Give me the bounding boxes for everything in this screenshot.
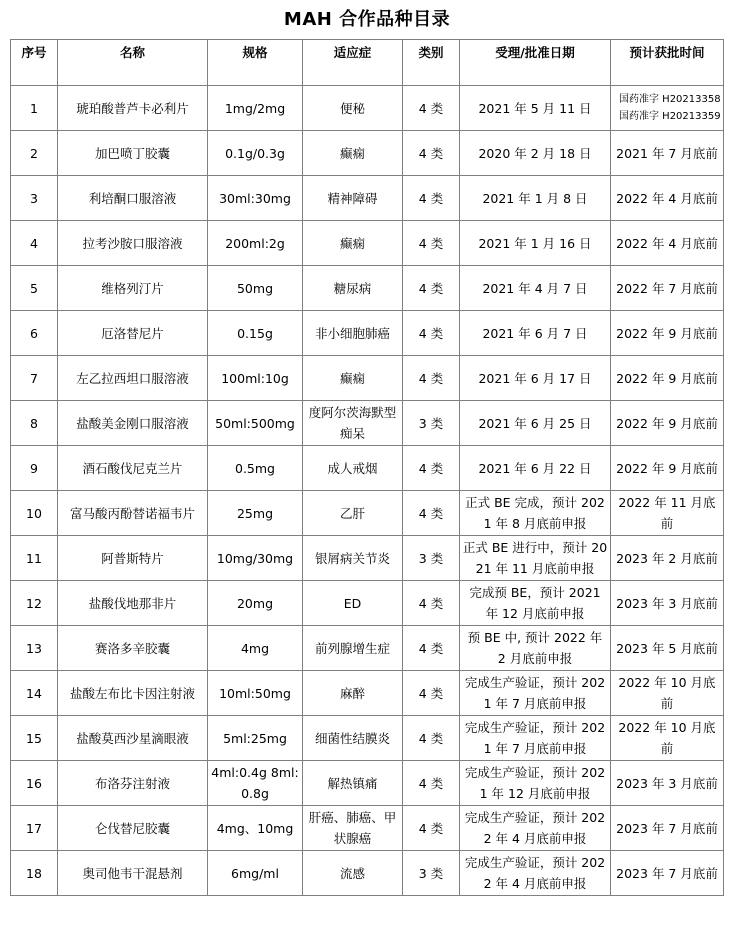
cell-category: 4 类 — [403, 266, 460, 311]
cell-expected: 2023 年 7 月底前 — [611, 851, 724, 896]
cell-date: 2021 年 6 月 25 日 — [460, 401, 611, 446]
cell-expected: 2022 年 7 月底前 — [611, 266, 724, 311]
cell-indication: ED — [303, 581, 403, 626]
cell-name: 盐酸伐地那非片 — [58, 581, 208, 626]
cell-name: 盐酸美金刚口服溶液 — [58, 401, 208, 446]
cell-name: 盐酸莫西沙星滴眼液 — [58, 716, 208, 761]
table-row — [11, 266, 724, 311]
cell-no: 4 — [11, 221, 58, 266]
cell-date: 2021 年 4 月 7 日 — [460, 266, 611, 311]
table-row — [11, 851, 724, 896]
cell-spec: 25mg — [208, 491, 303, 536]
cell-category: 4 类 — [403, 761, 460, 806]
table-row — [11, 221, 724, 266]
cell-no: 2 — [11, 131, 58, 176]
cell-expected: 2022 年 9 月底前 — [611, 401, 724, 446]
table-row — [11, 716, 724, 761]
cell-date: 2021 年 5 月 11 日 — [460, 86, 611, 131]
cell-category: 3 类 — [403, 536, 460, 581]
cell-expected: 2022 年 4 月底前 — [611, 221, 724, 266]
cell-no: 17 — [11, 806, 58, 851]
cell-spec: 4mg — [208, 626, 303, 671]
cell-category: 4 类 — [403, 86, 460, 131]
cell-category: 4 类 — [403, 581, 460, 626]
cell-expected: 2022 年 10 月底前 — [611, 671, 724, 716]
table-header-row — [11, 40, 724, 86]
table-row — [11, 401, 724, 446]
cell-indication: 精神障碍 — [303, 176, 403, 221]
cell-no: 7 — [11, 356, 58, 401]
table-row — [11, 131, 724, 176]
document-title: MAH 合作品种目录 — [283, 9, 451, 30]
table-row — [11, 86, 724, 131]
cell-name: 维格列汀片 — [58, 266, 208, 311]
table-row — [11, 536, 724, 581]
cell-spec: 10mg/30mg — [208, 536, 303, 581]
cell-indication: 银屑病关节炎 — [303, 536, 403, 581]
cell-category: 4 类 — [403, 131, 460, 176]
cell-indication: 便秘 — [303, 86, 403, 131]
cell-category: 3 类 — [403, 401, 460, 446]
cell-indication: 糖尿病 — [303, 266, 403, 311]
cell-expected: 2021 年 7 月底前 — [611, 131, 724, 176]
cell-name: 富马酸丙酚替诺福韦片 — [58, 491, 208, 536]
header-no: 序号 — [11, 40, 58, 86]
cell-category: 4 类 — [403, 626, 460, 671]
cell-indication: 非小细胞肺癌 — [303, 311, 403, 356]
cell-expected: 2023 年 5 月底前 — [611, 626, 724, 671]
cell-category: 4 类 — [403, 311, 460, 356]
cell-spec: 50mg — [208, 266, 303, 311]
header-date: 受理/批准日期 — [460, 40, 611, 86]
cell-category: 4 类 — [403, 806, 460, 851]
cell-date: 完成生产验证，预计 2021 年 12 月底前申报 — [460, 761, 611, 806]
header-spec: 规格 — [208, 40, 303, 86]
cell-indication: 成人戒烟 — [303, 446, 403, 491]
cell-date: 2021 年 1 月 8 日 — [460, 176, 611, 221]
cell-indication: 肝癌、肺癌、甲状腺癌 — [303, 806, 403, 851]
cell-name: 厄洛替尼片 — [58, 311, 208, 356]
cell-name: 赛洛多辛胶囊 — [58, 626, 208, 671]
cell-indication: 癫痫 — [303, 356, 403, 401]
cell-expected: 2022 年 9 月底前 — [611, 311, 724, 356]
cell-spec: 6mg/ml — [208, 851, 303, 896]
table-row — [11, 671, 724, 716]
cell-category: 4 类 — [403, 716, 460, 761]
cell-category: 4 类 — [403, 671, 460, 716]
cell-no: 18 — [11, 851, 58, 896]
cell-expected: 2022 年 9 月底前 — [611, 356, 724, 401]
cell-spec: 0.5mg — [208, 446, 303, 491]
cell-expected: 2023 年 3 月底前 — [611, 581, 724, 626]
cell-category: 4 类 — [403, 491, 460, 536]
cell-no: 5 — [11, 266, 58, 311]
cell-spec: 50ml:500mg — [208, 401, 303, 446]
cell-spec: 100ml:10g — [208, 356, 303, 401]
cell-spec: 30ml:30mg — [208, 176, 303, 221]
cell-name: 布洛芬注射液 — [58, 761, 208, 806]
cell-spec: 0.15g — [208, 311, 303, 356]
cell-no: 1 — [11, 86, 58, 131]
cell-indication: 度阿尔茨海默型痴呆 — [303, 401, 403, 446]
cell-spec: 4ml:0.4g 8ml:0.8g — [208, 761, 303, 806]
cell-name: 仑伐替尼胶囊 — [58, 806, 208, 851]
cell-name: 拉考沙胺口服溶液 — [58, 221, 208, 266]
cell-date: 2021 年 6 月 7 日 — [460, 311, 611, 356]
cell-category: 4 类 — [403, 176, 460, 221]
cell-no: 6 — [11, 311, 58, 356]
cell-expected: 2023 年 7 月底前 — [611, 806, 724, 851]
cell-date: 2021 年 6 月 17 日 — [460, 356, 611, 401]
cell-date: 预 BE 中, 预计 2022 年 2 月底前申报 — [460, 626, 611, 671]
cell-expected: 2023 年 2 月底前 — [611, 536, 724, 581]
approval-number: 国药准字 H20213359 — [619, 111, 721, 122]
cell-indication: 乙肝 — [303, 491, 403, 536]
cell-no: 10 — [11, 491, 58, 536]
cell-no: 8 — [11, 401, 58, 446]
cell-date: 完成生产验证，预计 2022 年 4 月底前申报 — [460, 851, 611, 896]
cell-expected: 2022 年 11 月底前 — [611, 491, 724, 536]
cell-no: 3 — [11, 176, 58, 221]
cell-no: 12 — [11, 581, 58, 626]
cell-indication: 癫痫 — [303, 221, 403, 266]
cell-spec: 4mg、10mg — [208, 806, 303, 851]
cell-spec: 0.1g/0.3g — [208, 131, 303, 176]
cell-name: 盐酸左布比卡因注射液 — [58, 671, 208, 716]
cell-name: 左乙拉西坦口服溶液 — [58, 356, 208, 401]
table-row — [11, 491, 724, 536]
table-row — [11, 311, 724, 356]
table-row — [11, 761, 724, 806]
cell-date: 完成生产验证，预计 2021 年 7 月底前申报 — [460, 671, 611, 716]
cell-name: 阿普斯特片 — [58, 536, 208, 581]
header-category: 类别 — [403, 40, 460, 86]
cell-category: 4 类 — [403, 356, 460, 401]
cell-name: 加巴喷丁胶囊 — [58, 131, 208, 176]
cell-category: 3 类 — [403, 851, 460, 896]
cell-name: 琥珀酸普芦卡必利片 — [58, 86, 208, 131]
table-row — [11, 626, 724, 671]
cell-indication: 解热镇痛 — [303, 761, 403, 806]
cell-no: 16 — [11, 761, 58, 806]
table-row — [11, 356, 724, 401]
cell-expected: 2022 年 9 月底前 — [611, 446, 724, 491]
cell-date: 2021 年 1 月 16 日 — [460, 221, 611, 266]
table-row — [11, 581, 724, 626]
cell-category: 4 类 — [403, 446, 460, 491]
cell-indication: 前列腺增生症 — [303, 626, 403, 671]
table-row — [11, 806, 724, 851]
cell-spec: 200ml:2g — [208, 221, 303, 266]
cell-expected: 2022 年 4 月底前 — [611, 176, 724, 221]
header-indication: 适应症 — [303, 40, 403, 86]
cell-indication: 麻醉 — [303, 671, 403, 716]
cell-expected: 2022 年 10 月底前 — [611, 716, 724, 761]
cell-date: 正式 BE 进行中，预计 2021 年 11 月底前申报 — [460, 536, 611, 581]
header-name: 名称 — [58, 40, 208, 86]
approval-number: 国药准字 H20213358 — [619, 94, 721, 105]
cell-expected — [611, 86, 724, 131]
cell-indication: 流感 — [303, 851, 403, 896]
cell-no: 9 — [11, 446, 58, 491]
cell-spec: 5ml:25mg — [208, 716, 303, 761]
cell-name: 利培酮口服溶液 — [58, 176, 208, 221]
cell-name: 奥司他韦干混悬剂 — [58, 851, 208, 896]
cell-date: 完成生产验证，预计 2021 年 7 月底前申报 — [460, 716, 611, 761]
table-row — [11, 176, 724, 221]
cell-date: 正式 BE 完成，预计 2021 年 8 月底前申报 — [460, 491, 611, 536]
cell-no: 11 — [11, 536, 58, 581]
cell-expected: 2023 年 3 月底前 — [611, 761, 724, 806]
cell-date: 2021 年 6 月 22 日 — [460, 446, 611, 491]
cell-spec: 1mg/2mg — [208, 86, 303, 131]
cell-no: 13 — [11, 626, 58, 671]
cell-indication: 癫痫 — [303, 131, 403, 176]
header-expected: 预计获批时间 — [611, 40, 724, 86]
table-row — [11, 446, 724, 491]
cell-no: 14 — [11, 671, 58, 716]
cell-category: 4 类 — [403, 221, 460, 266]
cell-no: 15 — [11, 716, 58, 761]
cell-date: 2020 年 2 月 18 日 — [460, 131, 611, 176]
cell-indication: 细菌性结膜炎 — [303, 716, 403, 761]
cell-date: 完成生产验证，预计 2022 年 4 月底前申报 — [460, 806, 611, 851]
cell-date: 完成预 BE，预计 2021 年 12 月底前申报 — [460, 581, 611, 626]
cell-spec: 20mg — [208, 581, 303, 626]
mah-catalog-table — [10, 39, 724, 896]
cell-spec: 10ml:50mg — [208, 671, 303, 716]
cell-name: 酒石酸伐尼克兰片 — [58, 446, 208, 491]
